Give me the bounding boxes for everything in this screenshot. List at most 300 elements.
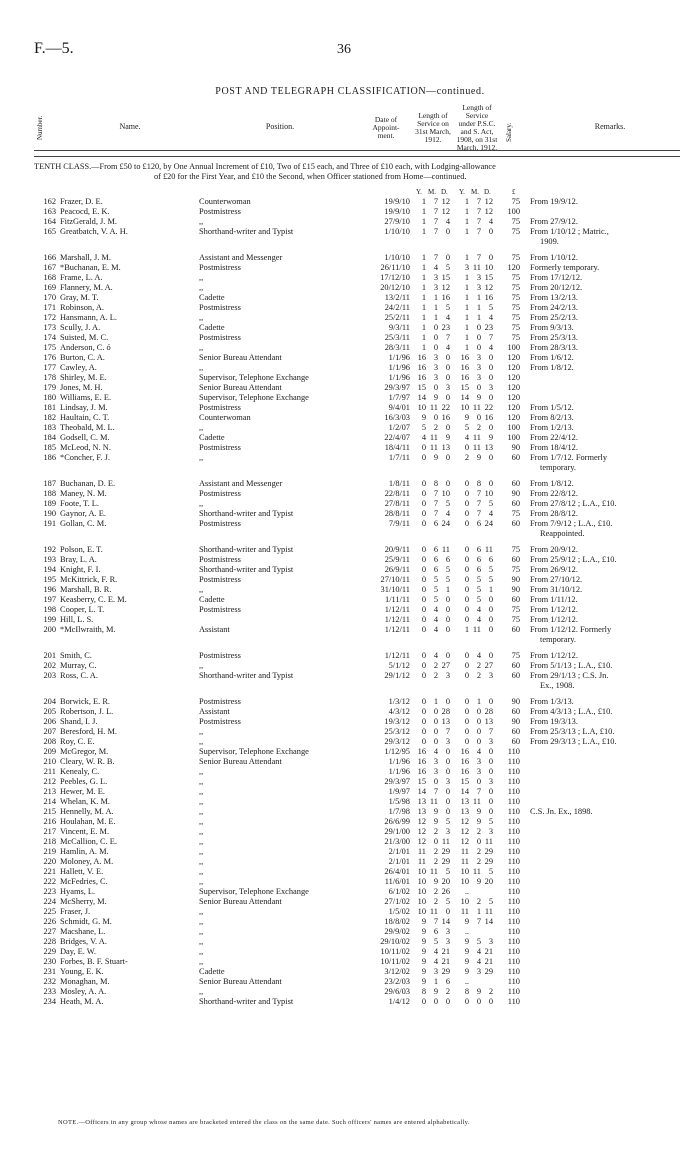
cell-m1: 4: [433, 615, 438, 624]
cell-name: Hallett, V. E.: [60, 867, 104, 876]
cell-m2: 3: [476, 363, 481, 372]
cell-name: Cleary, W. R. B.: [60, 757, 115, 766]
cell-pos: ,,: [199, 767, 204, 776]
cell-y1: 0: [421, 727, 426, 736]
cell-y1: 0: [421, 605, 426, 614]
cell-name: *Concher, F. J.: [60, 453, 110, 462]
header-date-line2: Appoint-: [372, 123, 400, 132]
cell-d1: 0: [445, 615, 450, 624]
cell-m2: 9: [476, 877, 481, 886]
cell-sal: 60: [511, 519, 520, 528]
cell-m2: 3: [476, 757, 481, 766]
cell-pos: Senior Bureau Attendant: [199, 353, 282, 362]
cell-d2: 7: [488, 333, 493, 342]
cell-m2: 2: [476, 847, 481, 856]
cell-date: 19/9/10: [384, 207, 410, 216]
cell-y1: 12: [417, 817, 426, 826]
header-service-line3: 31st March,: [415, 127, 451, 136]
cell-m1: 0: [433, 333, 438, 342]
cell-m1: 0: [433, 997, 438, 1006]
cell-y2: ..: [464, 887, 469, 896]
cell-m1: 7: [433, 509, 438, 518]
table-row: [0, 575, 700, 585]
cell-m1: 9: [433, 817, 438, 826]
cell-m1: 4: [433, 947, 438, 956]
cell-name: McLeod, N. N.: [60, 443, 111, 452]
cell-date: 29/1/00: [384, 827, 410, 836]
cell-y1: 1: [421, 313, 426, 322]
cell-d1: 5: [445, 303, 450, 312]
cell-name: Cawley, A.: [60, 363, 97, 372]
cell-pos: ,,: [199, 343, 204, 352]
cell-num: 181: [43, 403, 56, 412]
cell-date: 24/2/11: [384, 303, 410, 312]
cell-m1: 7: [433, 227, 438, 236]
cell-d1: 6: [445, 555, 450, 564]
header-psc-line1: Length of: [462, 103, 492, 112]
cell-y1: 12: [417, 837, 426, 846]
cell-y1: 0: [421, 585, 426, 594]
class-description-line2: of £20 for the First Year, and £10 the Second, when Officer stationed from Home—continued.: [154, 172, 467, 181]
cell-m1: 3: [433, 967, 438, 976]
cell-m1: 0: [433, 413, 438, 422]
cell-d1: 5: [445, 817, 450, 826]
cell-num: 173: [43, 323, 56, 332]
cell-y2: 0: [464, 595, 469, 604]
cell-sal: 100: [507, 433, 520, 442]
cell-pos: Postmistress: [199, 443, 241, 452]
cell-rem: From 20/9/12.: [530, 545, 578, 554]
cell-d2: 0: [488, 393, 493, 402]
cell-sal: 110: [507, 787, 520, 796]
cell-rem: From 5/1/13 ; L.A., £10.: [530, 661, 613, 670]
unit-psc-years: Y.: [459, 188, 465, 196]
table-row: [0, 363, 700, 373]
cell-pos: Supervisor, Telephone Exchange: [199, 747, 309, 756]
cell-y2: 0: [464, 997, 469, 1006]
cell-y1: 1: [421, 343, 426, 352]
cell-name: Gray, M. T.: [60, 293, 99, 302]
cell-m1: 11: [429, 797, 438, 806]
cell-y2: 9: [464, 917, 469, 926]
cell-m2: 1: [476, 313, 481, 322]
cell-name: FitzGerald, J. M.: [60, 217, 117, 226]
cell-y2: 8: [464, 987, 469, 996]
cell-name: Jones, M. H.: [60, 383, 103, 392]
cell-num: 199: [43, 615, 56, 624]
cell-m2: 0: [476, 997, 481, 1006]
cell-m1: 3: [433, 363, 438, 372]
cell-m2: 2: [476, 671, 481, 680]
header-date-line1: Date of: [374, 115, 398, 124]
cell-num: 200: [43, 625, 56, 634]
cell-m1: 9: [433, 877, 438, 886]
unit-pounds: £: [512, 188, 516, 196]
cell-date: 2/1/01: [388, 847, 410, 856]
table-row: [0, 847, 700, 857]
cell-d2: 0: [488, 807, 493, 816]
cell-num: 182: [43, 413, 56, 422]
cell-d1: 5: [445, 565, 450, 574]
cell-m1: 2: [433, 887, 438, 896]
cell-sal: 75: [511, 293, 520, 302]
cell-m2: 9: [476, 453, 481, 462]
cell-rem: From 1/12/12.: [530, 605, 578, 614]
cell-m1: 11: [429, 907, 438, 916]
cell-name: Whelan, K. M.: [60, 797, 111, 806]
header-psc-line3: under P.S.C.: [458, 119, 496, 128]
cell-date: 22/8/11: [384, 489, 410, 498]
cell-y1: 9: [421, 967, 426, 976]
cell-m1: 6: [433, 927, 438, 936]
cell-m1: 6: [433, 555, 438, 564]
cell-num: 184: [43, 433, 56, 442]
cell-y2: 1: [464, 293, 469, 302]
cell-y2: 9: [464, 967, 469, 976]
header-service-line2: Service on: [417, 119, 449, 128]
cell-rem: From 1/2/13.: [530, 423, 574, 432]
cell-name: Bridges, V. A.: [60, 937, 107, 946]
cell-d2: 3: [488, 383, 493, 392]
cell-d1: 4: [445, 509, 450, 518]
cell-date: 26/4/01: [384, 867, 410, 876]
cell-sal: 60: [511, 479, 520, 488]
cell-pos: ,,: [199, 313, 204, 322]
cell-date: 1/12/11: [384, 651, 410, 660]
cell-m1: 9: [433, 987, 438, 996]
cell-y1: 16: [417, 363, 426, 372]
cell-m1: 1: [433, 293, 438, 302]
cell-date: 1/9/97: [388, 787, 410, 796]
table-row: [0, 827, 700, 837]
cell-d2: 28: [484, 707, 493, 716]
unit-psc-days: D.: [484, 188, 491, 196]
cell-num: 220: [43, 857, 56, 866]
cell-pos: Shorthand-writer and Typist: [199, 997, 294, 1006]
cell-date: 26/9/11: [384, 565, 410, 574]
cell-d1: 15: [441, 273, 450, 282]
cell-y1: 0: [421, 519, 426, 528]
cell-sal: 60: [511, 625, 520, 634]
cell-d1: 4: [445, 217, 450, 226]
table-row: [0, 605, 700, 615]
cell-rem: From 25/3/13 ; L.A, £10.: [530, 727, 615, 736]
cell-m1: 7: [433, 253, 438, 262]
cell-date: 9/3/11: [388, 323, 410, 332]
cell-num: 230: [43, 957, 56, 966]
cell-d1: 16: [441, 413, 450, 422]
cell-num: 217: [43, 827, 56, 836]
header-remarks: Remarks.: [594, 122, 626, 131]
cell-date: 11/6/01: [384, 877, 410, 886]
cell-d1: 27: [441, 661, 450, 670]
cell-y2: 0: [464, 443, 469, 452]
cell-name: *McIlwraith, M.: [60, 625, 116, 634]
cell-date: 29/3/97: [384, 777, 410, 786]
cell-y2: 1: [464, 283, 469, 292]
cell-num: 195: [43, 575, 56, 584]
cell-rem: From 1/6/12.: [530, 353, 574, 362]
cell-m1: 9: [433, 453, 438, 462]
cell-num: 232: [43, 977, 56, 986]
table-row: [0, 857, 700, 867]
unit-years: Y.: [416, 188, 422, 196]
cell-pos: Postmistress: [199, 333, 241, 342]
cell-pos: ,,: [199, 217, 204, 226]
cell-m2: 0: [476, 707, 481, 716]
cell-pos: ,,: [199, 957, 204, 966]
cell-d1: 3: [445, 827, 450, 836]
cell-m2: 0: [476, 837, 481, 846]
cell-m1: 9: [433, 807, 438, 816]
cell-num: 183: [43, 423, 56, 432]
cell-pos: Senior Bureau Attendant: [199, 383, 282, 392]
cell-d2: 0: [488, 253, 493, 262]
cell-y1: 1: [421, 333, 426, 342]
cell-y2: ..: [464, 977, 469, 986]
cell-num: 219: [43, 847, 56, 856]
cell-rem: From 13/2/13.: [530, 293, 578, 302]
cell-sal: 110: [507, 967, 520, 976]
cell-d2: 21: [484, 957, 493, 966]
cell-name: Suisted, M. C.: [60, 333, 109, 342]
cell-d2: 14: [484, 917, 493, 926]
cell-date: 28/8/11: [384, 509, 410, 518]
cell-y2: 12: [460, 827, 469, 836]
cell-num: 226: [43, 917, 56, 926]
cell-name: Ross, C. A.: [60, 671, 98, 680]
cell-pos: Counterwoman: [199, 197, 251, 206]
cell-d2: 4: [488, 509, 493, 518]
table-row: [0, 887, 700, 897]
table-row: [0, 207, 700, 217]
cell-num: 202: [43, 661, 56, 670]
cell-y1: 14: [417, 787, 426, 796]
cell-name: Young, E. K.: [60, 967, 104, 976]
cell-rem: From 27/9/12.: [530, 217, 578, 226]
cell-name: Hewer, M. E.: [60, 787, 106, 796]
cell-rem: From 22/8/12.: [530, 489, 578, 498]
cell-y2: 16: [460, 363, 469, 372]
cell-y1: 0: [421, 595, 426, 604]
table-row: [0, 897, 700, 907]
cell-date: 10/11/02: [380, 957, 410, 966]
cell-m2: 11: [472, 433, 481, 442]
cell-d1: 20: [441, 877, 450, 886]
cell-d2: 0: [488, 797, 493, 806]
cell-num: 180: [43, 393, 56, 402]
cell-date: 29/3/12: [384, 737, 410, 746]
cell-sal: 90: [511, 697, 520, 706]
cell-name: Murray, C.: [60, 661, 97, 670]
cell-date: 21/3/00: [384, 837, 410, 846]
table-row: [0, 383, 700, 393]
cell-y1: 15: [417, 383, 426, 392]
cell-num: 171: [43, 303, 56, 312]
cell-m1: 5: [433, 595, 438, 604]
cell-d1: 6: [445, 977, 450, 986]
cell-num: 185: [43, 443, 56, 452]
cell-pos: Shorthand-writer and Typist: [199, 671, 294, 680]
cell-m2: 2: [476, 661, 481, 670]
cell-sal: 110: [507, 777, 520, 786]
cell-m1: 0: [433, 343, 438, 352]
cell-y1: 10: [417, 867, 426, 876]
cell-m2: 11: [472, 867, 481, 876]
cell-name: Day, E. W.: [60, 947, 96, 956]
cell-m1: 5: [433, 937, 438, 946]
header-number: Number.: [36, 115, 44, 140]
cell-name: Hamlin, A. M.: [60, 847, 109, 856]
header-rule-bottom: [34, 156, 680, 157]
cell-rem: From 9/3/13.: [530, 323, 574, 332]
cell-date: 27/10/11: [380, 575, 410, 584]
table-row: [0, 197, 700, 207]
cell-d2: 0: [488, 651, 493, 660]
cell-d2: 15: [484, 273, 493, 282]
cell-sal: 110: [507, 757, 520, 766]
table-row: [0, 807, 700, 817]
cell-y1: 1: [421, 253, 426, 262]
table-row: [0, 313, 700, 323]
cell-m2: 0: [476, 333, 481, 342]
cell-sal: 110: [507, 827, 520, 836]
cell-num: 224: [43, 897, 56, 906]
cell-date: 25/3/12: [384, 727, 410, 736]
cell-pos: ,,: [199, 499, 204, 508]
cell-y2: 9: [464, 937, 469, 946]
cell-y1: 1: [421, 197, 426, 206]
cell-y2: 16: [460, 353, 469, 362]
cell-y1: 1: [421, 283, 426, 292]
cell-num: 213: [43, 787, 56, 796]
cell-name: Bray, L. A.: [60, 555, 97, 564]
cell-sal: 110: [507, 907, 520, 916]
cell-m2: 4: [476, 957, 481, 966]
cell-m2: 4: [476, 615, 481, 624]
cell-m1: 3: [433, 353, 438, 362]
cell-d1: 21: [441, 957, 450, 966]
cell-date: 27/9/10: [384, 217, 410, 226]
cell-d2: 5: [488, 867, 493, 876]
cell-y2: 9: [464, 957, 469, 966]
cell-d1: 12: [441, 207, 450, 216]
cell-num: 221: [43, 867, 56, 876]
cell-m1: 1: [433, 977, 438, 986]
cell-y1: 8: [421, 987, 426, 996]
table-row: [0, 957, 700, 967]
cell-name: Schmidt, G. M.: [60, 917, 112, 926]
cell-d1: 3: [445, 927, 450, 936]
cell-m1: 0: [433, 707, 438, 716]
table-row: [0, 661, 700, 671]
cell-y1: 16: [417, 747, 426, 756]
cell-d2: 4: [488, 313, 493, 322]
cell-d1: 7: [445, 333, 450, 342]
cell-rem: From 1/8/12.: [530, 479, 574, 488]
cell-sal: 60: [511, 595, 520, 604]
table-row: [0, 787, 700, 797]
cell-m2: 4: [476, 747, 481, 756]
cell-m1: 9: [433, 393, 438, 402]
cell-num: 225: [43, 907, 56, 916]
cell-date: 17/12/10: [380, 273, 410, 282]
cell-sal: 110: [507, 917, 520, 926]
cell-m2: 6: [476, 545, 481, 554]
cell-m1: 8: [433, 479, 438, 488]
header-psc-line4: and S. Act,: [460, 127, 494, 136]
cell-y1: 16: [417, 373, 426, 382]
cell-d2: 0: [488, 697, 493, 706]
cell-m2: 9: [476, 987, 481, 996]
cell-d1: 0: [445, 363, 450, 372]
cell-d2: 0: [488, 605, 493, 614]
cell-pos: ,,: [199, 927, 204, 936]
table-row: [0, 707, 700, 717]
cell-y2: 9: [464, 947, 469, 956]
cell-pos: ,,: [199, 867, 204, 876]
cell-date: 26/6/99: [384, 817, 410, 826]
cell-m2: 0: [476, 413, 481, 422]
table-row: [0, 453, 700, 463]
cell-date: 1/5/02: [388, 907, 410, 916]
cell-y2: 1: [464, 227, 469, 236]
cell-d1: 5: [445, 575, 450, 584]
cell-m2: 5: [476, 937, 481, 946]
cell-date: 1/10/10: [384, 227, 410, 236]
cell-y2: 0: [464, 651, 469, 660]
cell-sal: 110: [507, 747, 520, 756]
cell-y2: 15: [460, 383, 469, 392]
cell-y2: 0: [464, 585, 469, 594]
cell-m1: 11: [429, 433, 438, 442]
cell-sal: 110: [507, 877, 520, 886]
page-number: 36: [337, 42, 351, 57]
cell-y2: 1: [464, 343, 469, 352]
cell-y1: 11: [417, 857, 426, 866]
cell-d2: 29: [484, 857, 493, 866]
cell-m1: 0: [433, 737, 438, 746]
cell-rem: From 19/3/13.: [530, 717, 578, 726]
header-service-line1: Length of: [418, 111, 448, 120]
cell-m2: 11: [472, 403, 481, 412]
cell-y1: 0: [421, 697, 426, 706]
header-rule-top: [34, 150, 680, 151]
cell-num: 194: [43, 565, 56, 574]
cell-m2: 7: [476, 197, 481, 206]
remark-continuation: 1909.: [540, 237, 559, 246]
cell-sal: 110: [507, 857, 520, 866]
cell-date: 29/6/03: [384, 987, 410, 996]
cell-rem: From 1/12/12.: [530, 651, 578, 660]
table-row: [0, 907, 700, 917]
cell-y1: 13: [417, 797, 426, 806]
cell-sal: 110: [507, 887, 520, 896]
header-service-line4: 1912.: [424, 135, 442, 144]
cell-d2: 0: [488, 353, 493, 362]
cell-num: 176: [43, 353, 56, 362]
cell-date: 29/3/97: [384, 383, 410, 392]
cell-d1: 4: [445, 313, 450, 322]
cell-y2: 1: [464, 323, 469, 332]
cell-rem: From 29/3/13 ; L.A., £10.: [530, 737, 617, 746]
cell-y1: 1: [421, 303, 426, 312]
cell-pos: Shorthand-writer and Typist: [199, 545, 294, 554]
cell-name: Monaghan, M.: [60, 977, 110, 986]
cell-m1: 7: [433, 207, 438, 216]
cell-sal: 75: [511, 197, 520, 206]
cell-m2: 6: [476, 519, 481, 528]
